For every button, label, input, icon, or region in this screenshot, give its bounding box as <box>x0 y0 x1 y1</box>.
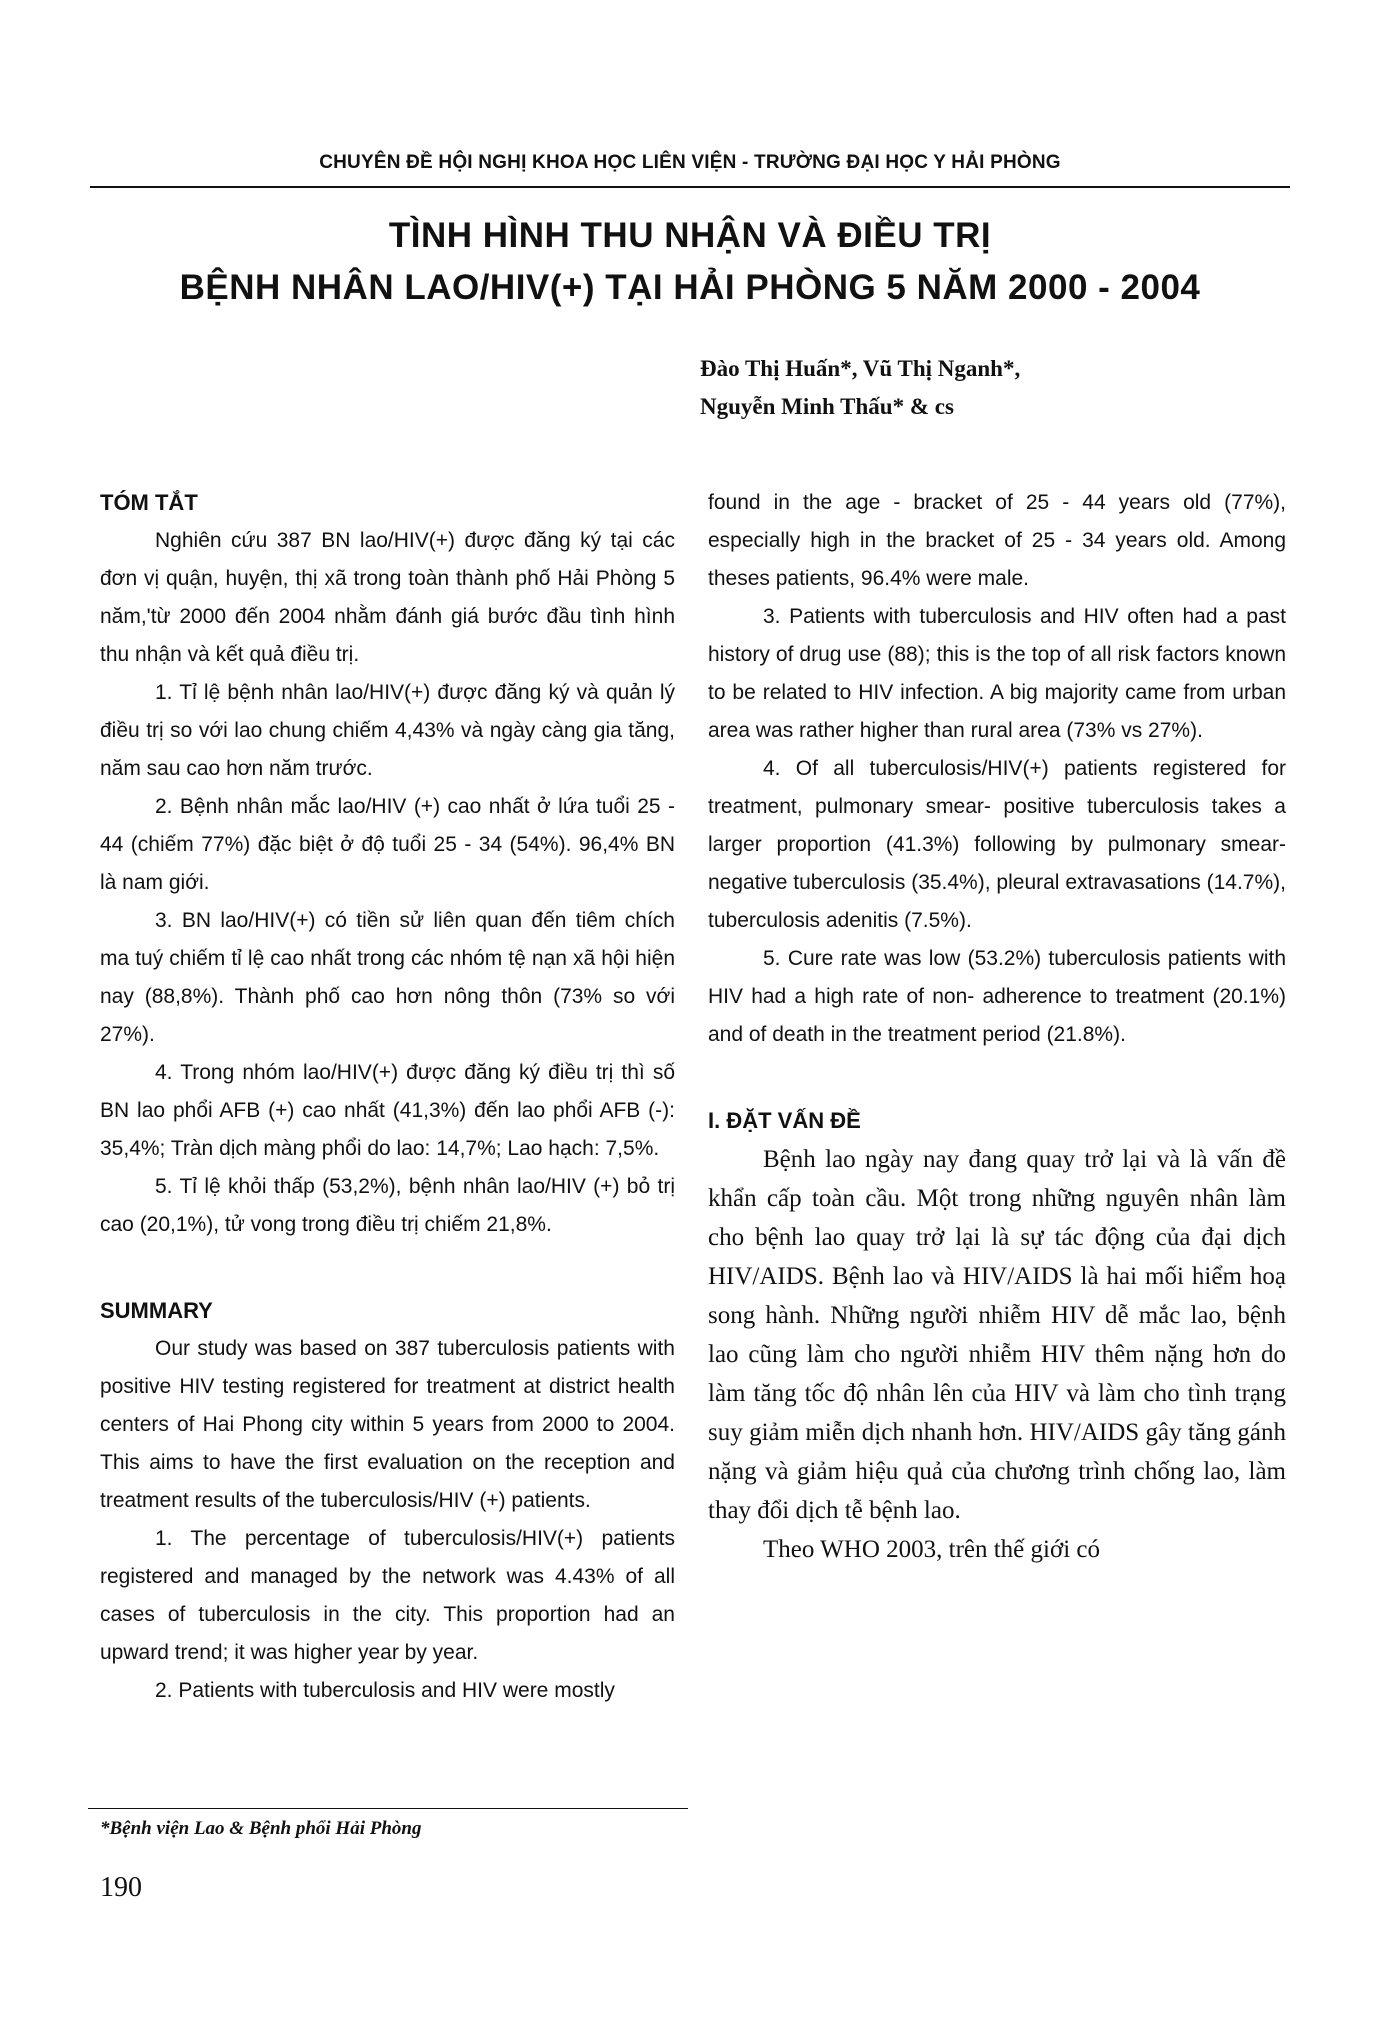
summary-paragraph: 3. Patients with tuberculosis and HIV often had a past history of drug use (88); this is the top of all risk factors known to be related to HIV infection. A big majority came from urban area was rather higher than rural area (73% vs 27%). <box>708 605 1286 742</box>
author-list <box>700 350 1240 426</box>
title-line-1: TÌNH HÌNH THU NHẬN VÀ ĐIỀU TRỊ <box>388 216 992 255</box>
authors-line-1: Đào Thị Huấn*, Vũ Thị Nganh*, <box>700 356 1021 381</box>
header-rule <box>90 186 1290 188</box>
tomtat-heading: TÓM TẮT <box>100 490 198 515</box>
summary-paragraph: 1. The percentage of tuberculosis/HIV(+) patients registered and managed by the network was 4.43% of all cases of tuberculosis in the city. This proportion had an upward trend; it was higher year by year. <box>100 1527 675 1664</box>
tomtat-paragraph: 5. Tỉ lệ khỏi thấp (53,2%), bệnh nhân lao/HIV (+) bỏ trị cao (20,1%), tử vong trong điều trị chiếm 21,8%. <box>100 1175 675 1236</box>
tomtat-paragraph: 2. Bệnh nhân mắc lao/HIV (+) cao nhất ở lứa tuổi 25 - 44 (chiếm 77%) đặc biệt ở độ tuổi 25 - 34 (54%). 96,4% BN là nam giới. <box>100 795 675 894</box>
page-number: 190 <box>100 1872 142 1903</box>
summary-paragraph: 2. Patients with tuberculosis and HIV were mostly <box>155 1679 615 1702</box>
summary-paragraph: 4. Of all tuberculosis/HIV(+) patients registered for treatment, pulmonary smear- positive tuberculosis takes a larger proportion (41.3%) following by pulmonary smear-negative tuberculosis (35.4%), pleural extravasations (14.7%), tuberculosis adenitis (7.5%). <box>708 757 1286 932</box>
article-title <box>90 210 1290 314</box>
footnote-rule <box>88 1808 688 1809</box>
running-header: CHUYÊN ĐỀ HỘI NGHỊ KHOA HỌC LIÊN VIỆN - TRƯỜNG ĐẠI HỌC Y HẢI PHÒNG <box>319 152 1061 173</box>
affiliation-footnote: *Bệnh viện Lao & Bệnh phổi Hải Phòng <box>100 1818 422 1839</box>
summary-paragraph: Our study was based on 387 tuberculosis patients with positive HIV testing registered for treatment at district health centers of Hai Phong city within 5 years from 2000 to 2004. This aims to have the first evaluation on the reception and treatment results of the tuberculosis/HIV (+) patients. <box>100 1337 675 1512</box>
left-column <box>100 484 675 1710</box>
right-column <box>708 484 1286 1569</box>
title-line-2: BỆNH NHÂN LAO/HIV(+) TẠI HẢI PHÒNG 5 NĂM 2000 - 2004 <box>179 268 1201 307</box>
summary-paragraph: found in the age - bracket of 25 - 44 years old (77%), especially high in the bracket of 25 - 34 years old. Among theses patients, 96.4% were male. <box>708 491 1286 590</box>
body-paragraph: Bệnh lao ngày nay đang quay trở lại và là vấn đề khẩn cấp toàn cầu. Một trong những nguyên nhân làm cho bệnh lao quay trở lại là sự tác động của đại dịch HIV/AIDS. Bệnh lao và HIV/AIDS là hai mối hiểm hoạ song hành. Những người nhiễm HIV dễ mắc lao, bệnh lao cũng làm cho người nhiễm HIV thêm nặng hơn do làm tăng tốc độ nhân lên của HIV và làm cho tình trạng suy giảm miễn dịch nhanh hơn. HIV/AIDS gây tăng gánh nặng và giảm hiệu quả của chương trình chống lao, làm thay đổi dịch tễ bệnh lao. <box>708 1146 1286 1524</box>
tomtat-paragraph: 4. Trong nhóm lao/HIV(+) được đăng ký điều trị thì số BN lao phổi AFB (+) cao nhất (41,3%) đến lao phổi AFB (-): 35,4%; Tràn dịch màng phổi do lao: 14,7%; Lao hạch: 7,5%. <box>100 1061 675 1160</box>
tomtat-paragraph: Nghiên cứu 387 BN lao/HIV(+) được đăng ký tại các đơn vị quận, huyện, thị xã trong toàn thành phố Hải Phòng 5 năm,'từ 2000 đến 2004 nhằm đánh giá bước đầu tình hình thu nhận và kết quả điều trị. <box>100 529 675 666</box>
body-paragraph: Theo WHO 2003, trên thế giới có <box>763 1536 1100 1563</box>
tomtat-paragraph: 3. BN lao/HIV(+) có tiền sử liên quan đến tiêm chích ma tuý chiếm tỉ lệ cao nhất trong các nhóm tệ nạn xã hội hiện nay (88,8%). Thành phố cao hơn nông thôn (73% so với 27%). <box>100 909 675 1046</box>
authors-line-2: Nguyễn Minh Thấu* & cs <box>700 394 954 419</box>
summary-heading: SUMMARY <box>100 1298 213 1323</box>
summary-paragraph: 5. Cure rate was low (53.2%) tuberculosis patients with HIV had a high rate of non- adherence to treatment (20.1%) and of death in the treatment period (21.8%). <box>708 947 1286 1046</box>
tomtat-paragraph: 1. Tỉ lệ bệnh nhân lao/HIV(+) được đăng ký và quản lý điều trị so với lao chung chiếm 4,43% và ngày càng gia tăng, năm sau cao hơn năm trước. <box>100 681 675 780</box>
section-heading: I. ĐẶT VẤN ĐỀ <box>708 1108 861 1133</box>
section-body <box>708 1140 1286 1569</box>
